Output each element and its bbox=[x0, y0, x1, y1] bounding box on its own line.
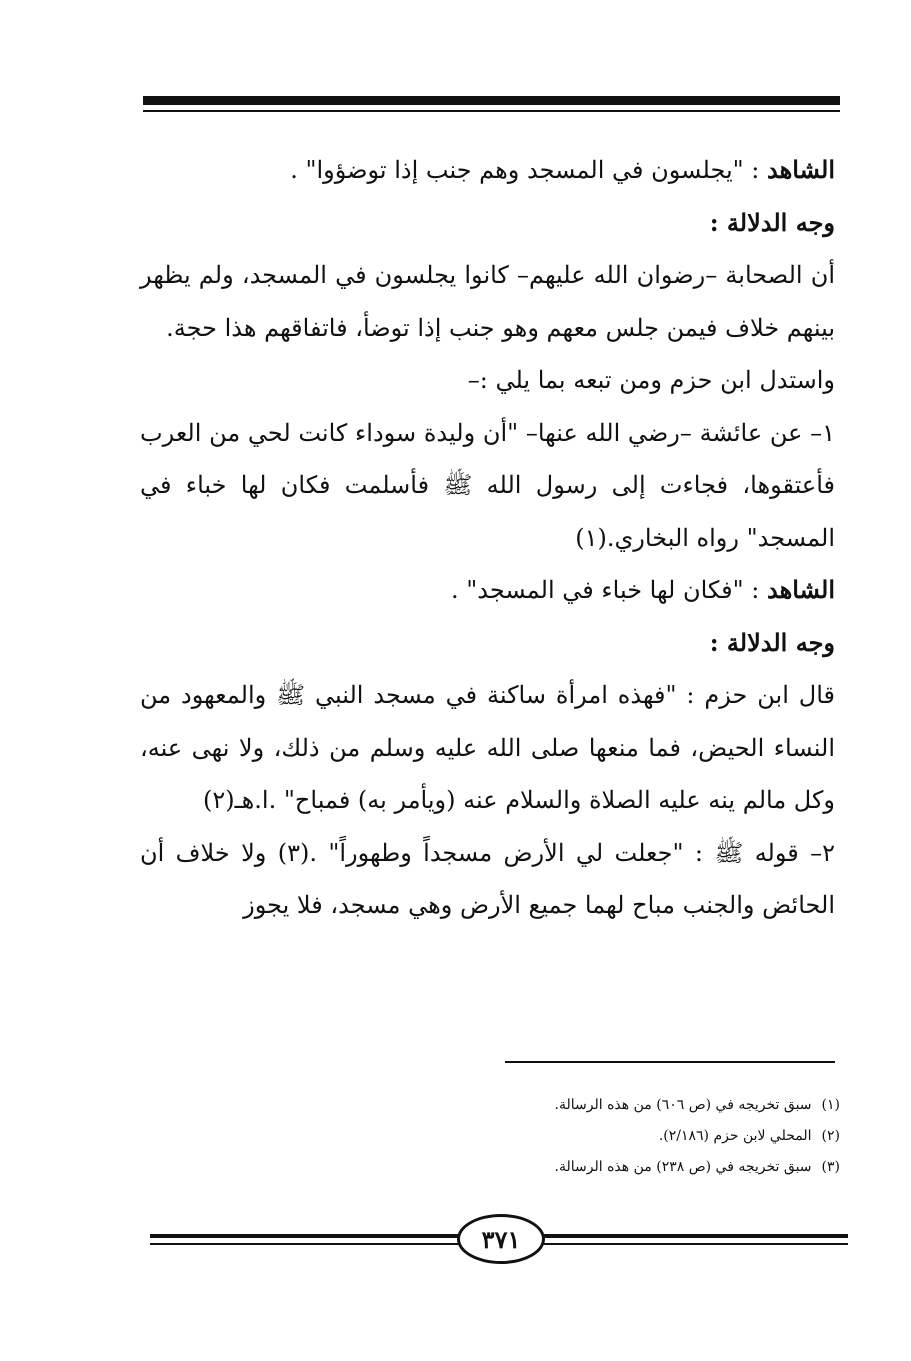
footnote-text: المحلي لابن حزم (٢/١٨٦). bbox=[658, 1128, 812, 1144]
page-number: ٣٧١ bbox=[457, 1214, 545, 1264]
footnote-item bbox=[300, 1090, 840, 1121]
paragraph-ibn-hazm-intro: واستدل ابن حزم ومن تبعه بما يلي :– bbox=[467, 366, 835, 394]
footer-rule-right-thin bbox=[542, 1243, 848, 1245]
witness-text: : "يجلسون في المسجد وهم جنب إذا توضؤوا" . bbox=[290, 156, 768, 184]
paragraph-witness-1 bbox=[140, 144, 835, 197]
heading-evidence-2: وجه الدلالة : bbox=[709, 627, 835, 657]
paragraph-hadith-1: ١– عن عائشة –رضي الله عنها– "أن وليدة سوداء كانت لحي من العرب فأعتقوها، فجاءت إلى رسول الله ﷺ فأسلمت فكان لها خباء في المسجد" رواه البخاري.(١) bbox=[140, 418, 835, 552]
footnote-item bbox=[300, 1121, 840, 1152]
footnote-number: (٣) bbox=[821, 1159, 840, 1175]
heading-evidence-1: وجه الدلالة : bbox=[709, 207, 835, 237]
footer-rule-left bbox=[150, 1234, 460, 1238]
witness-label-2: الشاهد bbox=[767, 575, 835, 604]
footnote-item bbox=[300, 1152, 840, 1183]
footer-rule-right bbox=[542, 1234, 848, 1238]
footnote-text: سبق تخريجه في (ص ٦٠٦) من هذه الرسالة. bbox=[554, 1097, 812, 1113]
paragraph-companions: أن الصحابة –رضوان الله عليهم– كانوا يجلسون في المسجد، ولم يظهر بينهم خلاف فيمن جلس معهم وهو جنب إذا توضأ، فاتفاقهم هذا حجة. bbox=[140, 261, 835, 342]
footnote-number: (٢) bbox=[821, 1128, 840, 1144]
witness-text-2: : "فكان لها خباء في المسجد" . bbox=[450, 576, 768, 604]
paragraph-witness-2 bbox=[140, 564, 835, 617]
witness-label: الشاهد bbox=[767, 155, 835, 184]
paragraph-hadith-2: ٢– قوله ﷺ : "جعلت لي الأرض مسجداً وطهوراً" .(٣) ولا خلاف أن الحائض والجنب مباح لهما جميع الأرض وهي مسجد، فلا يجوز bbox=[140, 838, 835, 919]
footnotes bbox=[300, 1090, 840, 1183]
footnote-number: (١) bbox=[821, 1097, 840, 1113]
header-rule-thin bbox=[143, 110, 840, 112]
paragraph-ibn-hazm-quote: قال ابن حزم : "فهذه امرأة ساكنة في مسجد النبي ﷺ والمعهود من النساء الحيض، فما منعها صلى الله عليه وسلم من ذلك، ولا نهى عنه، وكل مالم ينه عليه الصلاة والسلام عنه (ويأمر به) فمباح" .ا.هـ(٢) bbox=[140, 681, 835, 814]
footer-rule-left-thin bbox=[150, 1243, 460, 1245]
header-rule bbox=[143, 96, 840, 105]
footnote-text: سبق تخريجه في (ص ٢٣٨) من هذه الرسالة. bbox=[554, 1159, 812, 1175]
main-text bbox=[140, 144, 835, 932]
footnote-separator bbox=[505, 1061, 835, 1063]
